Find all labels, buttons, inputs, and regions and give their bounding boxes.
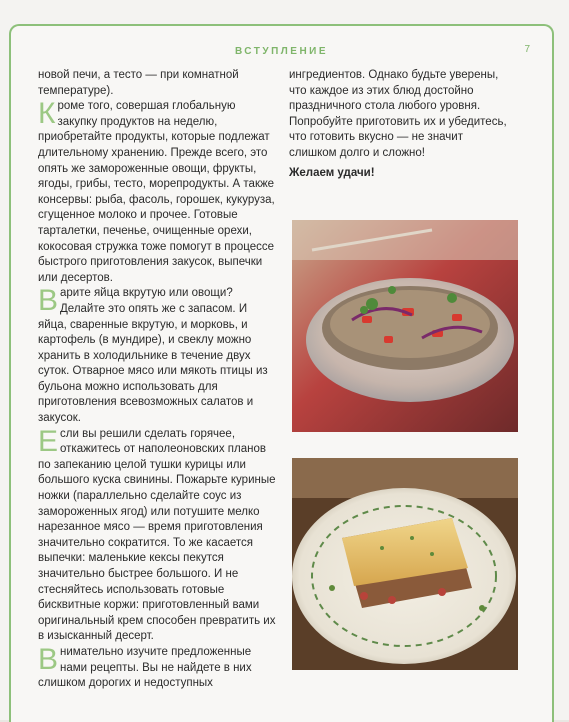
left-text-column <box>38 68 278 692</box>
paragraph: новой печи, а тесто — при комнатной температуре). <box>38 69 239 97</box>
casserole-illustration <box>292 458 518 670</box>
paragraph-text: роме того, совершая глобальную закупку продуктов на неделю, приобретайте продукты, которые подлежат длительному хранению. Прежде всего, это опять же замороженные овощи, фрукты, ягоды, грибы, тесто, морепродукты. А также консервы: рыба, фасоль, горошек, кукуруза, сгущенное молоко и прочее. Готовые тарталетки, печенье, очищенные орехи, кокосовая стружка тоже помогут в процессе быстрого приготовления закусок, выпечки или десертов. <box>38 100 275 284</box>
paragraph-text: нимательно изучите предложенные нами рецепты. Вы не найдете в них слишком дорогих и недоступных <box>38 645 252 690</box>
right-text-column <box>289 68 509 181</box>
section-title: ВСТУПЛЕНИЕ <box>234 46 329 57</box>
paragraph: ингредиентов. Однако будьте уверены, что каждое из этих блюд достойно праздничного стола любого уровня. Попробуйте приготовить их и убедитесь, что готовить вкусно — не значит слишком долго и сложно! <box>289 69 507 159</box>
salad-illustration <box>292 220 518 432</box>
drop-cap: К <box>38 97 56 131</box>
paragraph-text: сли вы решили сделать горячее, откажитесь от наполеоновских планов по запеканию целой тушки курицы или большого куска свинины. Пожарьте куриные ножки (параллельно сделайте соус из замороженных ягод) или потушите мелко нарезанное мясо — время приготовления значительно сократится. То же касается выпечки: маленькие кексы пекутся значительно быстрее большого. И не стесняйтесь использовать готовые бисквитные коржи: приготовленный вами оригинальный крем способен превратить их в изысканный десерт. <box>38 427 276 643</box>
drop-cap: В <box>38 284 59 318</box>
salad-photo <box>292 220 518 432</box>
casserole-photo <box>292 458 518 670</box>
paragraph <box>38 286 278 426</box>
paragraph-text: арите яйца вкрутую или овощи? Делайте это опять же с запасом. И яйца, сваренные вкрутую, и морковь, и картофель (в мундире), и свеклу можно хранить в холодильнике в течение двух суток. Отварное мясо или мякоть птицы из бульона можно использовать для приготовления всевозможных салатов и закусок. <box>38 287 268 425</box>
paragraph <box>38 99 278 286</box>
paragraph <box>38 642 278 692</box>
drop-cap: В <box>38 642 59 676</box>
closing-wish: Желаем удачи! <box>289 166 375 179</box>
page-number: 7 <box>524 44 530 55</box>
drop-cap: Е <box>38 424 59 458</box>
paragraph <box>38 424 278 645</box>
